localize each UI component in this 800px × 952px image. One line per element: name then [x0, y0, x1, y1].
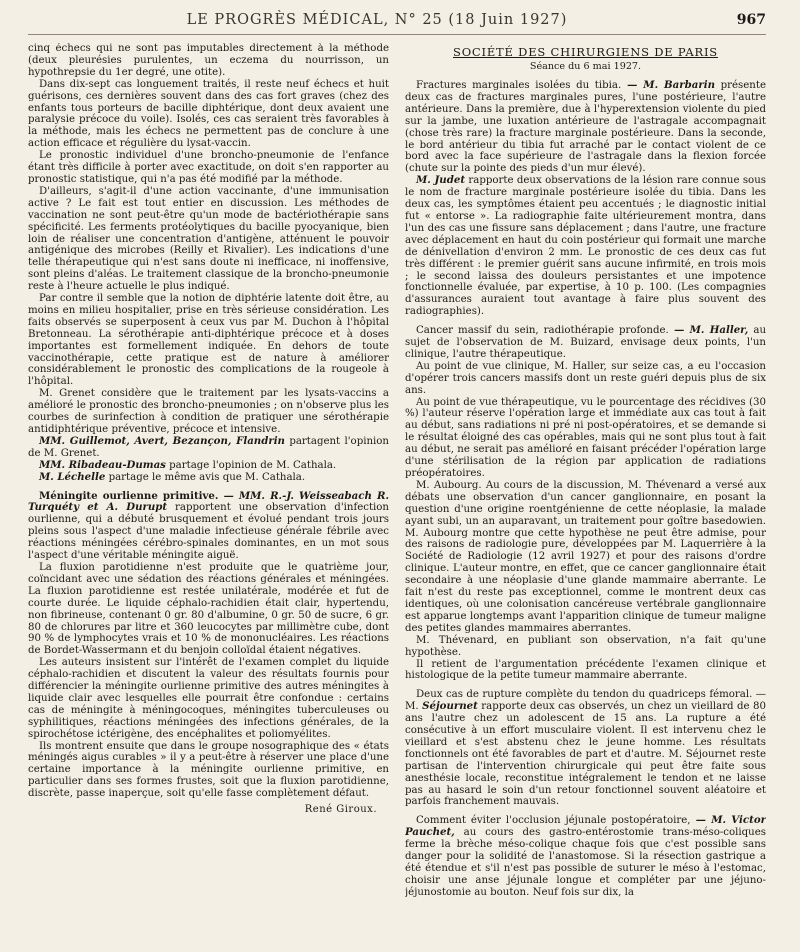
article-title: Deux cas de rupture complète du tendon du quadriceps fémoral. — [416, 689, 753, 701]
paragraph: M. Grenet considère que le traitement par les lysats-vaccins a amélioré le pronostic des broncho-pneumonies ; on n'observe plus les courbes de surinfection à condition de pratiquer une sérothérapie antidiphtérique préventive, précoce et intensive. — [28, 388, 389, 435]
paragraph: Cancer massif du sein, radiothérapie profonde. — M. Haller, au sujet de l'observation de M. Buizard, envisage deux points, l'un clinique, l'autre thérapeutique. — [405, 324, 766, 360]
paragraph: Il retient de l'argumentation précédente l'examen clinique et histologique de la petite tumeur mammaire aberrante. — [405, 658, 766, 682]
paragraph: M. Judet rapporte deux observations de la lésion rare connue sous le nom de fracture marginale postérieure isolée du tibia. Dans les deux cas, les symptômes étaient peu accentués ; le diagnostic initial fut « entorse ». La radiographie faite ultérieurement montra, dans l'un des cas une fissure sans déplacement ; dans l'autre, une fracture avec déplacement en haut du coin postérieur qui formait une marche de dénivellation d'environ 2 mm. Le pronostic de ces deux cas fut très différent : le premier guérit sans aucune infirmité, en trois mois ; le second laissa des douleurs persistantes et une impotence fonctionnelle évaluée, par expertise, à 10 p. 100. (Les compagnies d'assurances auraient tout avantage à faire plus souvent des radiographies). — [405, 174, 766, 318]
authors: M. Aubourg. — [416, 479, 482, 491]
left-column — [28, 43, 389, 948]
article-title: Fractures marginales isolées du tibia. — [416, 80, 622, 91]
paragraph: Ils montrent ensuite que dans le groupe nosographique des « états méningés aigus curables » il y a peut-être à réserver une place d'une certaine importance à la méningite ourlienne primitive, en particulier dans ses formes frustes, soit que la fluxion parotidienne, discrète, passe inaperçue, soit qu'elle fasse complètement défaut. — [28, 740, 389, 800]
paragraph: Méningite ourlienne primitive. — MM. R.-J. Weisseabach R. Turquéty et A. Durupt rapportent une observation d'infection ourlienne, qui a débuté brusquement et évolué pendant trois jours pleins sous l'aspect d'une maladie infectieuse générale fébrile avec réactions méningées cérébro-spinales dominantes, en un mot sous l'aspect d'une véritable méningite aiguë. — [28, 489, 389, 562]
article-title: Cancer massif du sein, radiothérapie profonde. — [416, 325, 669, 337]
authors: — M. Haller, — [668, 324, 749, 337]
paragraph: Comment éviter l'occlusion jéjunale postopératoire, — M. Victor Pauchet, au cours des gastro-entérostomie trans-méso-coliques ferme la brèche méso-colique chaque fois que c'est possible sans danger pour la solidité de l'anastomose. Si la résection gastrique a été étendue et s'il n'est pas possible de suturer le méso à l'estomac, choisir une anse jéjunale longue et compléter par une jéjuno-jéjunostomie au bouton. Neuf fois sur dix, la — [405, 814, 766, 898]
paragraph: Dans dix-sept cas longuement traités, il reste neuf échecs et huit guérisons, ces dernières souvent dans des cas fort graves (chez des enfants tous porteurs de bacille diphtérique, dont deux avaient une paralysie précoce du voile). Isolés, ces cas seraient très favorables à la méthode, mais les échecs ne permettent pas de conclure à une action efficace et régulière du lysat-vaccin. — [28, 78, 389, 150]
running-title: LE PROGRÈS MÉDICAL, N° 25 (18 Juin 1927) — [186, 12, 568, 28]
paragraph: Au point de vue thérapeutique, vu le pourcentage des récidives (30 %) l'auteur réserve l'opération large et immédiate aux cas tout à fait au début, sans radiations ni pré ni post-opératoires, et se demande si le résultat éloigné des cas opérables, mais qui ne sont plus tout à fait au début, ne serait pas amélioré en faisant précéder l'opération large d'une stérilisation de la région par application de radiations préopératoires. — [405, 396, 766, 479]
authors: Séjournet — [422, 700, 478, 713]
session-date: Séance du 6 mai 1927. — [529, 61, 642, 72]
page-number: 967 — [736, 12, 766, 28]
article-title: Méningite ourlienne primitive. — [39, 489, 219, 502]
authors: — M. Victor Pauchet, — [405, 814, 766, 839]
speaker-names: MM. Guillemot, Avert, Bezançon, Flandrin — [39, 434, 285, 447]
running-header — [28, 12, 766, 35]
signature: René Giroux. — [304, 804, 377, 816]
right-column — [405, 43, 766, 948]
society-heading: SOCIÉTÉ DES CHIRURGIENS DE PARIS — [453, 45, 718, 59]
paragraph: Le pronostic individuel d'une broncho-pneumonie de l'enfance étant très difficile à porter avec exactitude, on doit s'en rapporter au pronostic statistique, qui n'a pas été modifié par la méthode. — [28, 150, 389, 185]
paragraph: D'ailleurs, s'agit-il d'une action vaccinante, d'une immunisation active ? Le fait est tout entier en discussion. Les méthodes de vaccination ne sont peut-être qu'un mode de bactériothérapie sans spécificité. Les ferments protéolytiques du bacille pyocyanique, bien loin de réaliser une concentration d'antigène, atténuent le pouvoir antigénique des microbes (Reilly et Rivalier). Les indications d'une telle thérapeutique qui n'est sans doute ni inefficace, ni inoffensive, sont pleins d'aléas. Le traitement classique de la broncho-pneumonie reste à l'heure actuelle le plus indiqué. — [28, 185, 389, 293]
authors: M. Judet — [416, 174, 466, 187]
paragraph: M. Léchelle partage le même avis que M. Cathala. — [39, 470, 306, 483]
paragraph: Au point de vue clinique, M. Haller, sur seize cas, a eu l'occasion d'opérer trois cancers massifs dont un reste guéri depuis plus de six ans. — [405, 360, 766, 396]
authors: — MM. R.-J. Weisseabach R. Turquéty et A. Durupt — [28, 489, 389, 514]
paragraph: MM. Ribadeau-Dumas partage l'opinion de M. Cathala. — [39, 458, 337, 471]
authors: — M. Barbarin — [621, 79, 715, 91]
paragraph: cinq échecs qui ne sont pas imputables directement à la méthode (deux pleurésies purulentes, un eczema du nourrisson, un hypothrepsie du 1er degré, une otite). — [28, 43, 389, 78]
speaker-names: MM. Ribadeau-Dumas — [39, 458, 166, 471]
article-title: Comment éviter l'occlusion jéjunale postopératoire, — [416, 815, 691, 827]
paragraph: Deux cas de rupture complète du tendon du quadriceps fémoral. — M. Séjournet rapporte deux cas observés, un chez un vieillard de 80 ans l'autre chez un adolescent de 15 ans. La rupture a été consécutive à un effort musculaire violent. Il est intervenu chez le vieillard et s'est abstenu chez le jeune homme. Les résultats fonctionnels ont été favorables de part et d'autre. M. Séjournet reste partisan de l'intervention chirurgicale qui peut être faite sous anesthésie locale, reconstitue intégralement le tendon et ne laisse pas au hasard le soin d'un retour fonctionnel souvent aléatoire et parfois franchement mauvais. — [405, 689, 766, 808]
paragraph: Par contre il semble que la notion de diphtérie latente doit être, au moins en milieu hospitalier, prise en très sérieuse considération. Les faits observés se superposent à ceux vus par M. Duchon à l'hôpital Bretonneau. La sérothérapie anti-diphtérique précoce et à doses importantes est formellement indiquée. En dehors de toute vaccinothérapie, cette pratique est de nature à améliorer considérablement le pronostic des complications de la rougeole à l'hôpital. — [28, 293, 389, 388]
speaker-names: M. Léchelle — [39, 470, 106, 483]
paragraph: M. Thévenard, en publiant son observation, n'a fait qu'une hypothèse. — [405, 634, 766, 658]
paragraph: M. Aubourg. Au cours de la discussion, M. Thévenard a versé aux débats une observation d'un cancer ganglionnaire, en posant la question d'une origine roentgénienne de cette néoplasie, la malade ayant subi, un an auparavant, un traitement pour goître basedowien. M. Aubourg montre que cette hypothèse ne peut être admise, pour des raisons de radiologie pure, développées par M. Laquerrière à la Société de Radiologie (12 avril 1927) et pour des raisons d'ordre clinique. L'auteur montre, en effet, que ce cancer ganglionnaire était secondaire à une néoplasie d'une glande mammaire aberrante. Le fait n'est du reste pas exceptionnel, comme le montrent deux cas identiques, où une colonisation cancéreuse vertébrale ganglionnaire est apparue longtemps avant l'apparition clinique de tumeur maligne des petites glandes mammaires aberrantes. — [405, 479, 766, 634]
paragraph: Les auteurs insistent sur l'intérêt de l'examen complet du liquide céphalo-rachidien et discutent la valeur des résultats fournis pour différencier la méningite ourlienne primitive des autres méningites à liquide clair avec lesquelles elle pourrait être confondue : certains cas de méningite à méningocoques, méningites tuberculeuses ou syphilitiques, réactions méningées des infections générales, de la spirochétose ictérigène, des encéphalites et poliomyélites. — [28, 657, 389, 740]
paragraph: La fluxion parotidienne n'est produite que le quatrième jour, coïncidant avec une sédation des réactions générales et méningées. La fluxion parotidienne est restée unilatérale, modérée et fut de courte durée. Le liquide céphalo-rachidien était clair, hypertendu, non fibrineuse, contenant 0 gr. 80 d'albumine, 0 gr. 50 de sucre, 6 gr. 80 de chlorures par litre et 360 leucocytes par millimètre cube, dont 90 % de lymphocytes vrais et 10 % de mononucléaires. Les réactions de Bordet-Wassermann et du benjoin colloïdal étaient négatives. — [28, 561, 389, 657]
paragraph: MM. Guillemot, Avert, Bezançon, Flandrin partagent l'opinion de M. Grenet. — [28, 434, 389, 459]
paragraph: Fractures marginales isolées du tibia. — M. Barbarin présente deux cas de fractures marginales pures, l'une postérieure, l'autre antérieure. Dans la première, due à l'hyperextension violente du pied sur la jambe, une luxation antérieure de l'astragale accompagnait (chose très rare) la fracture marginale postérieure. Dans la seconde, le bord antérieur du tibia fut arraché par le contact violent de ce bord avec la face supérieure de l'astragale dans la flexion forcée (chute sur la pointe des pieds d'un mur élevé). — [405, 79, 766, 175]
